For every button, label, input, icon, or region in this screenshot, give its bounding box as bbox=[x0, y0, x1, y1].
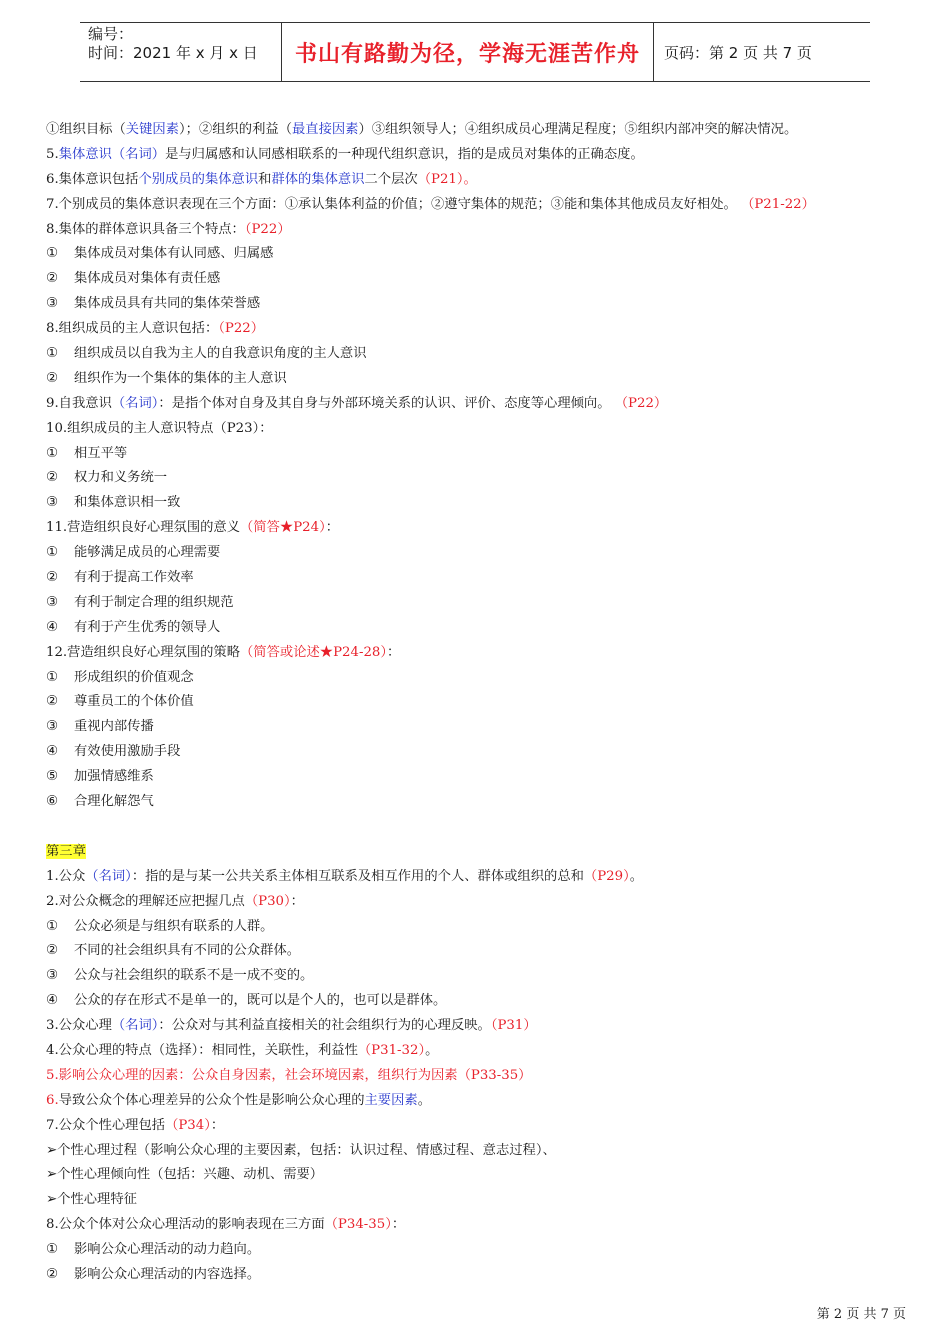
text-segment: 8.集体的群体意识具备三个特点： bbox=[46, 221, 245, 237]
text-line bbox=[46, 1064, 906, 1089]
text-line bbox=[46, 1039, 906, 1064]
text-segment: ：公众对与其利益直接相关的社会组织行为的心理反映。 bbox=[158, 1018, 491, 1034]
text-segment: 2.对公众概念的理解还应把握几点 bbox=[46, 893, 245, 909]
text-segment: 10.组织成员的主人意识特点（P23）： bbox=[46, 420, 273, 436]
header-motto: 书山有路勤为径，学海无涯苦作舟 bbox=[282, 23, 654, 81]
text-segment: （名词） bbox=[85, 868, 132, 884]
item-number: ② bbox=[46, 370, 58, 386]
arrow-bullet-icon: ➢ bbox=[46, 1167, 58, 1183]
item-number: ① bbox=[46, 246, 58, 262]
text-segment: 关键因素 bbox=[125, 122, 179, 137]
text-segment: 。 bbox=[629, 868, 644, 884]
text-segment: 和 bbox=[258, 171, 272, 187]
numbered-item bbox=[46, 367, 906, 392]
numbered-item bbox=[46, 1263, 906, 1288]
text-segment: 12.营造组织良好心理氛围的策略 bbox=[46, 644, 241, 660]
arrow-item bbox=[46, 1163, 906, 1188]
text-line bbox=[46, 1014, 906, 1039]
arrow-bullet-icon: ➢ bbox=[46, 1142, 58, 1158]
item-number: ④ bbox=[46, 619, 58, 635]
text-segment: 第三章 bbox=[46, 843, 86, 859]
text-line bbox=[46, 890, 906, 915]
text-segment: ①组织目标（ bbox=[46, 122, 126, 137]
document-body bbox=[46, 118, 906, 1288]
item-number: ① bbox=[46, 445, 58, 461]
arrow-bullet-icon: ➢ bbox=[46, 1192, 58, 1208]
text-segment: 9.自我意识 bbox=[46, 395, 112, 411]
text-line bbox=[46, 392, 906, 417]
text-segment: （P30） bbox=[244, 893, 291, 909]
numbered-item bbox=[46, 491, 906, 516]
text-segment: 有效使用激励手段 bbox=[74, 744, 181, 760]
text-segment: ： bbox=[290, 893, 304, 909]
text-segment: 能够满足成员的心理需要 bbox=[74, 545, 221, 561]
text-segment: 加强情感维系 bbox=[74, 769, 154, 785]
text-segment: 5. bbox=[46, 146, 59, 162]
item-number: ① bbox=[46, 1242, 58, 1258]
text-segment: 权力和义务统一 bbox=[74, 470, 168, 486]
text-line bbox=[46, 516, 906, 541]
text-segment: （简答★P24） bbox=[240, 520, 326, 536]
item-number: ⑤ bbox=[46, 769, 58, 785]
numbered-item bbox=[46, 1238, 906, 1263]
arrow-item bbox=[46, 1188, 906, 1213]
numbered-item bbox=[46, 342, 906, 367]
text-segment: 集体成员对集体有认同感、归属感 bbox=[74, 246, 274, 262]
item-number: ③ bbox=[46, 968, 58, 984]
numbered-item bbox=[46, 591, 906, 616]
text-segment: 相互平等 bbox=[74, 445, 128, 461]
text-line bbox=[46, 865, 906, 890]
text-segment: 个性心理倾向性（包括：兴趣、动机、需要） bbox=[57, 1167, 324, 1183]
text-segment: （简答或论述★P24-28） bbox=[240, 644, 388, 660]
text-segment: 不同的社会组织具有不同的公众群体。 bbox=[74, 943, 301, 959]
text-segment: 群体的集体意识 bbox=[271, 171, 365, 187]
item-number: ② bbox=[46, 1266, 58, 1282]
item-number: ① bbox=[46, 346, 58, 362]
numbered-item bbox=[46, 715, 906, 740]
text-segment: 最直接因素 bbox=[292, 122, 359, 137]
text-line bbox=[46, 193, 906, 218]
text-segment: 是与归属感和认同感相联系的一种现代组织意识，指的是成员对集体的正确态度。 bbox=[165, 146, 644, 162]
numbered-item bbox=[46, 541, 906, 566]
numbered-item bbox=[46, 740, 906, 765]
text-segment: 主要因素 bbox=[364, 1092, 418, 1108]
text-segment: 1.公众 bbox=[46, 868, 86, 884]
text-segment: 有利于制定合理的组织规范 bbox=[74, 594, 234, 610]
arrow-item bbox=[46, 1139, 906, 1164]
text-segment: 4.公众心理的特点（选择）：相同性，关联性，利益性 bbox=[46, 1042, 358, 1058]
header-meta bbox=[80, 23, 282, 81]
blank-line bbox=[46, 815, 906, 840]
item-number: ④ bbox=[46, 744, 58, 760]
numbered-item bbox=[46, 242, 906, 267]
text-segment: ： bbox=[391, 1217, 406, 1233]
text-segment: 导致公众个体心理差异的公众个性是影响公众心理的 bbox=[58, 1092, 365, 1108]
page-footer: 第 2 页 共 7 页 bbox=[816, 1307, 906, 1322]
text-segment: 重视内部传播 bbox=[74, 719, 154, 735]
text-line bbox=[46, 641, 906, 666]
text-line bbox=[46, 218, 906, 243]
text-line bbox=[46, 417, 906, 442]
text-line bbox=[46, 1089, 906, 1114]
item-number: ③ bbox=[46, 495, 58, 511]
text-segment: 7.个别成员的集体意识表现在三个方面：①承认集体利益的价值；②遵守集体的规范；③能和集体其他成员友好相处。 bbox=[46, 196, 742, 212]
text-segment: 6.集体意识包括 bbox=[46, 171, 139, 187]
text-segment: （P21-22） bbox=[741, 196, 815, 212]
text-segment: 和集体意识相一致 bbox=[74, 495, 181, 511]
numbered-item bbox=[46, 989, 906, 1014]
item-number: ② bbox=[46, 470, 58, 486]
text-segment: 公众与社会组织的联系不是一成不变的。 bbox=[74, 968, 314, 984]
text-segment: 影响公众心理活动的动力趋向。 bbox=[74, 1242, 261, 1258]
numbered-item bbox=[46, 292, 906, 317]
numbered-item bbox=[46, 466, 906, 491]
numbered-item bbox=[46, 616, 906, 641]
text-segment: （P29） bbox=[583, 868, 630, 884]
header-page-label: 页码：第 2 页 共 7 页 bbox=[664, 43, 812, 62]
header-time-label: 时间：2021 年 x 月 x 日 bbox=[88, 44, 258, 62]
text-segment: 。 bbox=[417, 1092, 431, 1108]
numbered-item bbox=[46, 964, 906, 989]
text-segment: （名词） bbox=[111, 1018, 159, 1034]
text-segment: 组织作为一个集体的集体的主人意识 bbox=[74, 370, 287, 386]
text-line bbox=[46, 118, 906, 143]
text-segment: 尊重员工的个体价值 bbox=[74, 694, 194, 710]
text-line bbox=[46, 1114, 906, 1139]
text-line bbox=[46, 143, 906, 168]
text-segment: 二个层次 bbox=[364, 171, 418, 187]
item-number: ② bbox=[46, 943, 58, 959]
item-number: ② bbox=[46, 271, 58, 287]
numbered-item bbox=[46, 666, 906, 691]
text-segment: 集体意识（名词） bbox=[58, 146, 166, 162]
text-segment: ）；②组织的利益（ bbox=[178, 122, 292, 137]
item-number: ③ bbox=[46, 719, 58, 735]
numbered-item bbox=[46, 790, 906, 815]
numbered-item bbox=[46, 442, 906, 467]
text-line bbox=[46, 1213, 906, 1238]
numbered-item bbox=[46, 566, 906, 591]
text-line bbox=[46, 168, 906, 193]
item-number: ① bbox=[46, 918, 58, 934]
text-segment: （P21）。 bbox=[417, 171, 477, 187]
text-segment: ：指的是与某一公共关系主体相互联系及相互作用的个人、群体或组织的总和 bbox=[131, 868, 584, 884]
text-segment: 11.营造组织良好心理氛围的意义 bbox=[46, 520, 241, 536]
page-header bbox=[80, 22, 870, 82]
item-number: ⑥ bbox=[46, 794, 58, 810]
text-segment: 有利于提高工作效率 bbox=[74, 570, 194, 586]
text-segment: 合理化解怨气 bbox=[74, 794, 154, 810]
item-number: ④ bbox=[46, 993, 58, 1009]
numbered-item bbox=[46, 939, 906, 964]
text-segment: 集体成员对集体有责任感 bbox=[74, 271, 221, 287]
text-segment: （P22） bbox=[218, 321, 265, 337]
text-segment: 公众必须是与组织有联系的人群。 bbox=[74, 918, 274, 934]
text-segment: （P31） bbox=[490, 1018, 537, 1034]
text-segment: （P22） bbox=[614, 395, 668, 411]
text-segment: 个性心理过程（影响公众心理的主要因素，包括：认识过程、情感过程、意志过程）、 bbox=[57, 1142, 556, 1158]
text-segment: ： bbox=[325, 520, 340, 536]
text-segment: 3.公众心理 bbox=[46, 1018, 112, 1034]
item-number: ① bbox=[46, 669, 58, 685]
text-segment: ： bbox=[210, 1117, 225, 1133]
numbered-item bbox=[46, 690, 906, 715]
text-segment: ：是指个体对自身及其自身与外部环境关系的认识、评价、态度等心理倾向。 bbox=[158, 395, 615, 411]
item-number: ③ bbox=[46, 296, 58, 312]
item-number: ① bbox=[46, 545, 58, 561]
text-segment: 个别成员的集体意识 bbox=[138, 171, 259, 187]
text-segment: ）③组织领导人；④组织成员心理满足程度；⑤组织内部冲突的解决情况。 bbox=[358, 122, 798, 137]
numbered-item bbox=[46, 915, 906, 940]
item-number: ② bbox=[46, 694, 58, 710]
text-segment: 集体成员具有共同的集体荣誉感 bbox=[74, 296, 261, 312]
text-segment: 6. bbox=[46, 1092, 59, 1108]
text-segment: 个性心理特征 bbox=[57, 1192, 137, 1208]
text-segment: 5.影响公众心理的因素：公众自身因素，社会环境因素，组织行为因素（P33-35） bbox=[46, 1067, 532, 1083]
text-segment: （P34-35） bbox=[324, 1217, 392, 1233]
text-segment: 。 bbox=[425, 1042, 439, 1058]
text-line bbox=[46, 317, 906, 342]
text-segment: （P34） bbox=[165, 1117, 211, 1133]
text-line bbox=[46, 840, 906, 865]
text-segment: 公众的存在形式不是单一的，既可以是个人的，也可以是群体。 bbox=[74, 993, 447, 1009]
item-number: ② bbox=[46, 570, 58, 586]
text-segment: 形成组织的价值观念 bbox=[74, 669, 194, 685]
text-segment: 组织成员以自我为主人的自我意识角度的主人意识 bbox=[74, 346, 367, 362]
text-segment: 7.公众个性心理包括 bbox=[46, 1117, 166, 1133]
numbered-item bbox=[46, 267, 906, 292]
text-segment: 影响公众心理活动的内容选择。 bbox=[74, 1266, 261, 1282]
header-number-label: 编号： bbox=[88, 25, 134, 43]
text-segment: （P31-32） bbox=[357, 1042, 426, 1058]
item-number: ③ bbox=[46, 594, 58, 610]
text-segment: （名词） bbox=[111, 395, 159, 411]
text-segment: 有利于产生优秀的领导人 bbox=[74, 619, 221, 635]
text-segment: 8.公众个体对公众心理活动的影响表现在三方面 bbox=[46, 1217, 325, 1233]
text-segment: 8.组织成员的主人意识包括： bbox=[46, 321, 219, 337]
numbered-item bbox=[46, 765, 906, 790]
text-segment: （P22） bbox=[244, 221, 291, 237]
text-segment: ： bbox=[387, 644, 401, 660]
